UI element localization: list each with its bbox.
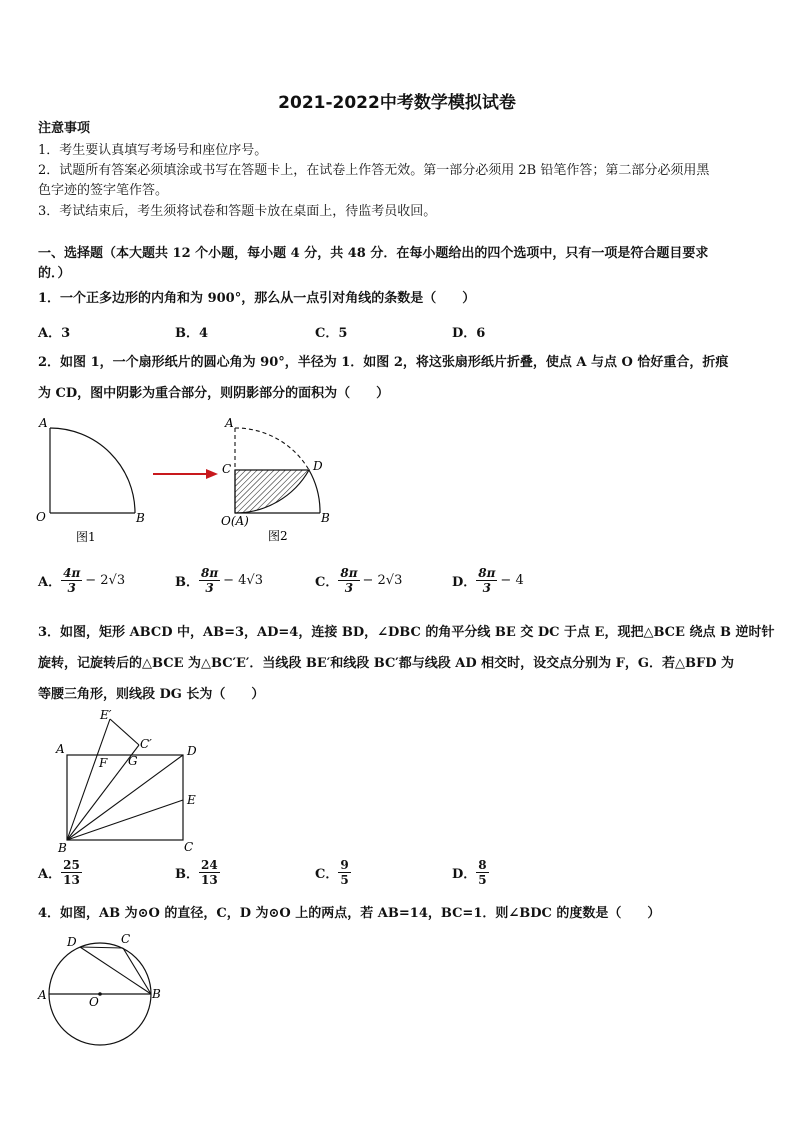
q2-option-c-fraction — [338, 566, 359, 595]
q3-label-e1: E′ — [100, 708, 112, 722]
q2-option-c — [315, 566, 402, 595]
q2-option-c-den: 3 — [344, 581, 354, 595]
q2-option-b — [175, 566, 263, 595]
q2-option-b-letter: B． — [175, 575, 199, 590]
fig2-dashed-arc — [235, 428, 309, 470]
q4-label-a: A — [38, 988, 47, 1002]
fig2-label-c: C — [222, 462, 232, 476]
q1-stem: 1．一个正多边形的内角和为 900°，那么从一点引对角线的条数是（ ） — [38, 291, 476, 306]
q3-label-g: G — [128, 754, 138, 768]
fig1-label-o: O — [36, 510, 46, 524]
q2-option-d — [452, 566, 524, 595]
q3-label-f: F — [99, 756, 108, 770]
q4-figure — [34, 928, 174, 1048]
fig2-label-a: A — [225, 416, 234, 430]
q3-option-b-den: 13 — [201, 873, 218, 887]
q2-option-d-fraction — [476, 566, 497, 595]
q3-segment-e1c1 — [110, 719, 139, 745]
notice-item-1: 1．考生要认真填写考场号和座位序号。 — [38, 143, 268, 158]
q2-option-a-letter: A． — [38, 575, 62, 590]
q3-option-c-num: 9 — [340, 858, 349, 872]
q2-option-d-rest: − 4 — [500, 573, 524, 588]
q3-option-a — [38, 858, 82, 887]
q4-label-o: O — [89, 995, 99, 1009]
q3-option-a-num: 25 — [63, 858, 80, 872]
q4-segment-dc — [80, 947, 123, 948]
fig1-arc — [50, 428, 135, 513]
notice-item-2: 2．试题所有答案必须填涂或书写在答题卡上，在试卷上作答无效。第一部分必须用 2B 铅笔作答；第二部分必须用黑 — [38, 163, 710, 178]
q3-stem-line2: 旋转，记旋转后的△BCE 为△BC′E′．当线段 BE′和线段 BC′都与线段 AD 相交时，设交点分别为 F，G．若△BFD 为 — [38, 656, 735, 671]
q3-label-c1: C′ — [140, 737, 152, 751]
q3-segment-bd — [67, 755, 183, 840]
section-heading-cont: 的．） — [38, 266, 71, 281]
q3-option-d-letter: D． — [452, 867, 477, 882]
red-arrow-icon — [150, 466, 222, 482]
q1-option-b: B．4 — [175, 326, 209, 341]
q3-label-c: C — [184, 840, 194, 854]
section-heading: 一、选择题（本大题共 12 个小题，每小题 4 分，共 48 分．在每小题给出的四个选项中，只有一项是符合题目要求 — [38, 246, 709, 261]
notice-item-3: 3．考试结束后，考生须将试卷和答题卡放在桌面上，待监考员收回。 — [38, 204, 437, 219]
q2-option-c-letter: C． — [315, 575, 339, 590]
q3-option-c-letter: C． — [315, 867, 339, 882]
q1-option-d: D．6 — [452, 326, 486, 341]
q3-option-b — [175, 858, 220, 887]
notice-heading: 注意事项 — [38, 121, 91, 136]
q3-figure — [50, 705, 220, 855]
q4-label-d: D — [67, 935, 77, 949]
q4-segment-cb — [123, 948, 151, 994]
q3-option-b-num: 24 — [201, 858, 218, 872]
q2-option-a-num: 4π — [63, 566, 81, 580]
page-title: 2021-2022中考数学模拟试卷 — [278, 93, 516, 113]
q4-label-c: C — [121, 932, 131, 946]
fig2-shaded-region — [235, 470, 309, 513]
q3-option-b-letter: B． — [175, 867, 199, 882]
q2-option-a-rest: − 2√3 — [85, 573, 126, 588]
q3-option-c-den: 5 — [340, 873, 349, 887]
q1-option-c: C．5 — [315, 326, 348, 341]
q3-stem-line1: 3．如图，矩形 ABCD 中，AB=3，AD=4，连接 BD，∠DBC 的角平分线 BE 交 DC 于点 E，现把△BCE 绕点 B 逆时针 — [38, 625, 775, 640]
q2-option-c-rest: − 2√3 — [362, 573, 403, 588]
q3-option-d-num: 8 — [478, 858, 487, 872]
q3-label-e: E — [187, 793, 196, 807]
q2-option-c-num: 8π — [340, 566, 358, 580]
q4-label-b: B — [152, 987, 161, 1001]
q3-label-d: D — [187, 744, 197, 758]
q3-label-b: B — [58, 841, 67, 855]
q3-label-a: A — [56, 742, 65, 756]
q2-option-d-letter: D． — [452, 575, 477, 590]
q4-segment-db — [80, 947, 151, 994]
q3-option-d-den: 5 — [478, 873, 487, 887]
q2-option-a-den: 3 — [67, 581, 76, 595]
q3-option-b-fraction — [199, 858, 220, 887]
q3-option-c — [315, 858, 351, 887]
fig2-label-b: B — [321, 511, 330, 525]
q2-option-b-num: 8π — [201, 566, 219, 580]
q4-stem: 4．如图，AB 为⊙O 的直径，C，D 为⊙O 上的两点，若 AB=14，BC=1．则∠BDC 的度数是（ ） — [38, 906, 661, 921]
q3-option-a-letter: A． — [38, 867, 62, 882]
fig2-label-o-a: O(A) — [221, 514, 249, 528]
q3-option-d-fraction — [476, 858, 488, 887]
fig2-caption: 图2 — [268, 529, 288, 543]
q3-option-a-den: 13 — [63, 873, 80, 887]
q3-stem-line3: 等腰三角形，则线段 DG 长为（ ） — [38, 687, 265, 702]
q2-option-a-fraction — [61, 566, 82, 595]
notice-item-2-cont: 色字迹的签字笔作答。 — [38, 183, 169, 198]
fig1-caption: 图1 — [76, 530, 96, 544]
q2-option-b-den: 3 — [205, 581, 214, 595]
q3-segment-be — [67, 800, 183, 840]
fig2-arc-db — [309, 470, 320, 513]
fig2-label-d: D — [313, 459, 323, 473]
q2-option-a — [38, 566, 125, 595]
q3-option-d — [452, 858, 489, 887]
q2-option-d-num: 8π — [478, 566, 496, 580]
q3-option-a-fraction — [61, 858, 82, 887]
q2-option-b-rest: − 4√3 — [223, 573, 263, 588]
q2-stem-line1: 2．如图 1，一个扇形纸片的圆心角为 90°，半径为 1．如图 2，将这张扇形纸片折叠，使点 A 与点 O 恰好重合，折痕 — [38, 355, 729, 370]
q1-option-a: A．3 — [38, 326, 71, 341]
q3-segment-be1 — [67, 719, 110, 840]
fig1-label-a: A — [39, 416, 48, 430]
q2-stem-line2: 为 CD，图中阴影为重合部分，则阴影部分的面积为（ ） — [38, 386, 390, 401]
q2-option-d-den: 3 — [482, 581, 492, 595]
q2-figure-2 — [215, 410, 345, 550]
q2-figure-1 — [30, 410, 160, 550]
q2-option-b-fraction — [199, 566, 220, 595]
fig1-label-b: B — [136, 511, 145, 525]
q3-option-c-fraction — [338, 858, 350, 887]
